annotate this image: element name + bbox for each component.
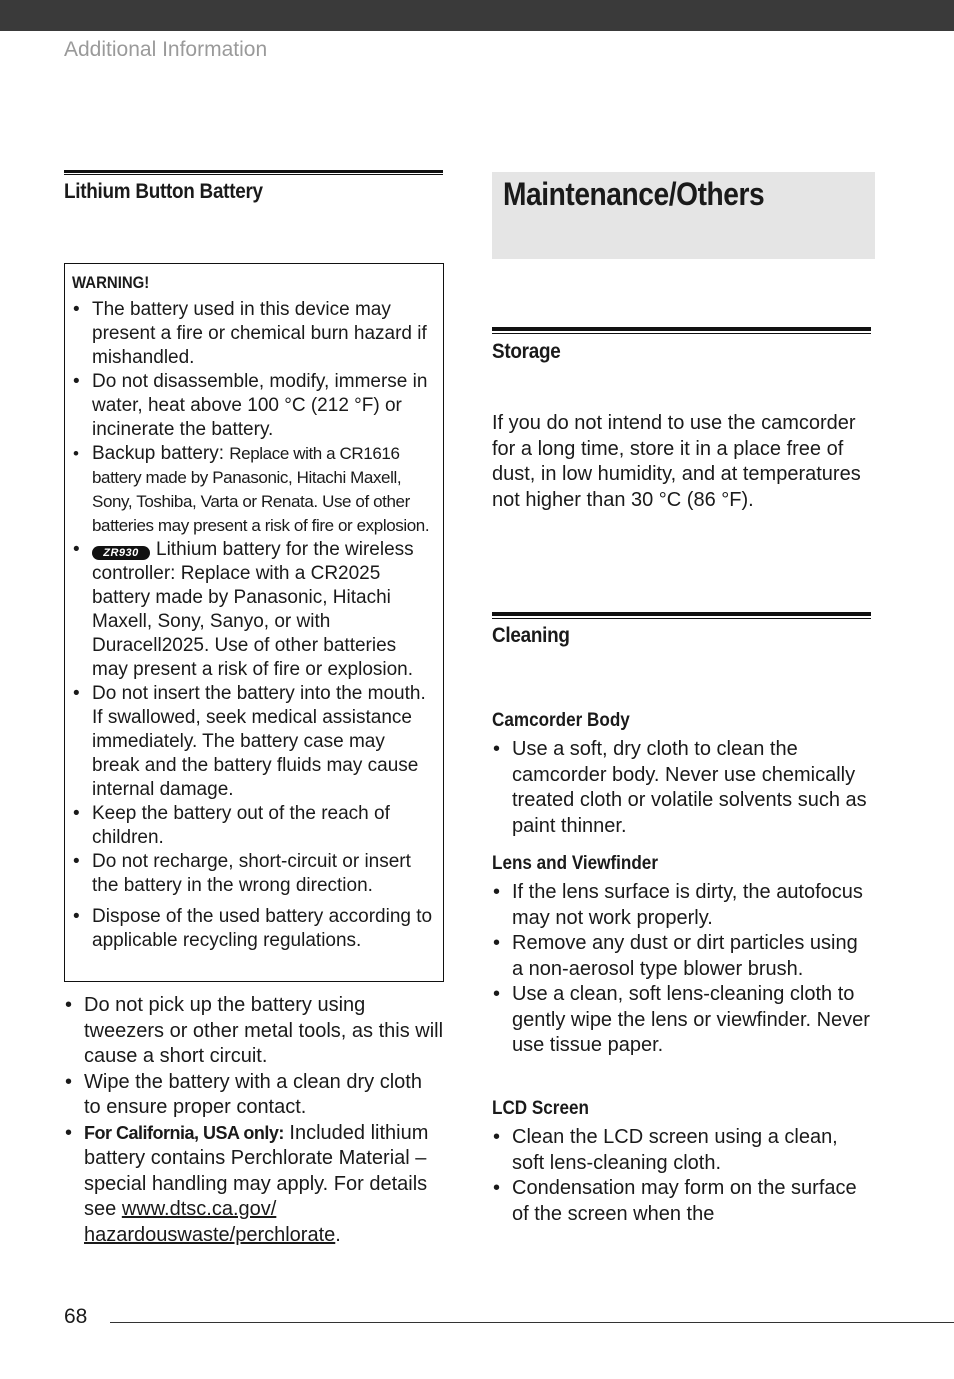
warning-box <box>64 263 444 982</box>
list-item: • Condensation may form on the surface of the screen when the <box>492 1176 872 1227</box>
warning-item: • Do not insert the battery into the mouth. If swallowed, seek medical assistance immediately. The battery case may break and the battery fluids may cause internal damage. <box>72 682 435 802</box>
model-badge-icon: ZR930 <box>92 546 150 560</box>
footer-rule <box>110 1322 954 1323</box>
battery-notes-list <box>64 993 444 1248</box>
camcorder-body-heading: Camcorder Body <box>492 710 630 731</box>
cleaning-heading: Cleaning <box>492 624 570 647</box>
list-item: • If the lens surface is dirty, the autofocus may not work properly. <box>492 880 872 931</box>
warning-list <box>72 298 435 953</box>
battery-note: • Do not pick up the battery using tweezers or other metal tools, as this will cause a short circuit. <box>64 993 444 1070</box>
page-title-box <box>492 172 875 259</box>
sentence-end: . <box>335 1223 341 1246</box>
section-header: Additional Information <box>64 38 268 61</box>
lens-viewfinder-heading: Lens and Viewfinder <box>492 853 658 874</box>
warning-item-backup <box>72 442 435 538</box>
warning-item: • Dispose of the used battery according to applicable recycling regulations. <box>72 905 435 953</box>
warning-item: • Do not disassemble, modify, immerse in water, heat above 100 °C (212 °F) or incinerate the battery. <box>72 370 435 442</box>
warning-item: • The battery used in this device may present a fire or chemical burn hazard if mishandled. <box>72 298 435 370</box>
backup-battery-label: Backup battery: <box>92 443 230 464</box>
california-note <box>64 1121 444 1249</box>
lcd-screen-heading: LCD Screen <box>492 1098 589 1119</box>
storage-heading: Storage <box>492 340 561 363</box>
list-item: • Use a clean, soft lens-cleaning cloth to gently wipe the lens or viewfinder. Never use tissue paper. <box>492 982 872 1059</box>
california-text: Included lithium battery contains Perchlorate Material – special handling may apply. For details see <box>84 1121 429 1220</box>
backup-battery-text: Replace with a CR1616 battery made by Panasonic, Hitachi Maxell, Sony, Toshiba, Varta or Renata. Use of other batteries may present a risk of fire or explosion. <box>92 444 430 535</box>
lithium-battery-heading: Lithium Button Battery <box>64 180 263 203</box>
california-label: For California, USA only: <box>84 1122 284 1143</box>
section-rule <box>64 170 443 175</box>
page-number: 68 <box>64 1305 88 1328</box>
warning-item-wireless <box>72 538 435 682</box>
page-title: Maintenance/Others <box>503 176 765 212</box>
list-item: • Use a soft, dry cloth to clean the camcorder body. Never use chemically treated cloth or volatile solvents such as paint thinner. <box>492 737 872 839</box>
list-item: • Clean the LCD screen using a clean, soft lens-cleaning cloth. <box>492 1125 872 1176</box>
warning-item: • Do not recharge, short-circuit or insert the battery in the wrong direction. <box>72 850 435 898</box>
warning-item: • Keep the battery out of the reach of children. <box>72 802 435 850</box>
section-rule <box>492 327 871 334</box>
top-bar <box>0 0 954 31</box>
lcd-screen-list <box>492 1125 872 1227</box>
wireless-battery-text: Lithium battery for the wireless controller: Replace with a CR2025 battery made by Panasonic, Hitachi Maxell, Sony, Sanyo, or with Duracell2025. Use of other batteries may present a risk of fire or explosion. <box>92 539 414 680</box>
battery-note: • Wipe the battery with a clean dry cloth to ensure proper contact. <box>64 1070 444 1121</box>
warning-title: WARNING! <box>72 273 150 292</box>
storage-text: If you do not intend to use the camcorder for a long time, store it in a place free of dust, in low humidity, and at temperatures not higher than 30 °C (86 °F). <box>492 412 861 511</box>
camcorder-body-list <box>492 737 872 839</box>
perchlorate-link[interactable]: www.dtsc.ca.gov/ <box>121 1198 277 1220</box>
perchlorate-link-cont[interactable]: hazardouswaste/perchlorate <box>84 1223 336 1246</box>
list-item: • Remove any dust or dirt particles using a non-aerosol type blower brush. <box>492 931 872 982</box>
section-rule <box>492 612 871 619</box>
lens-viewfinder-list <box>492 880 872 1059</box>
